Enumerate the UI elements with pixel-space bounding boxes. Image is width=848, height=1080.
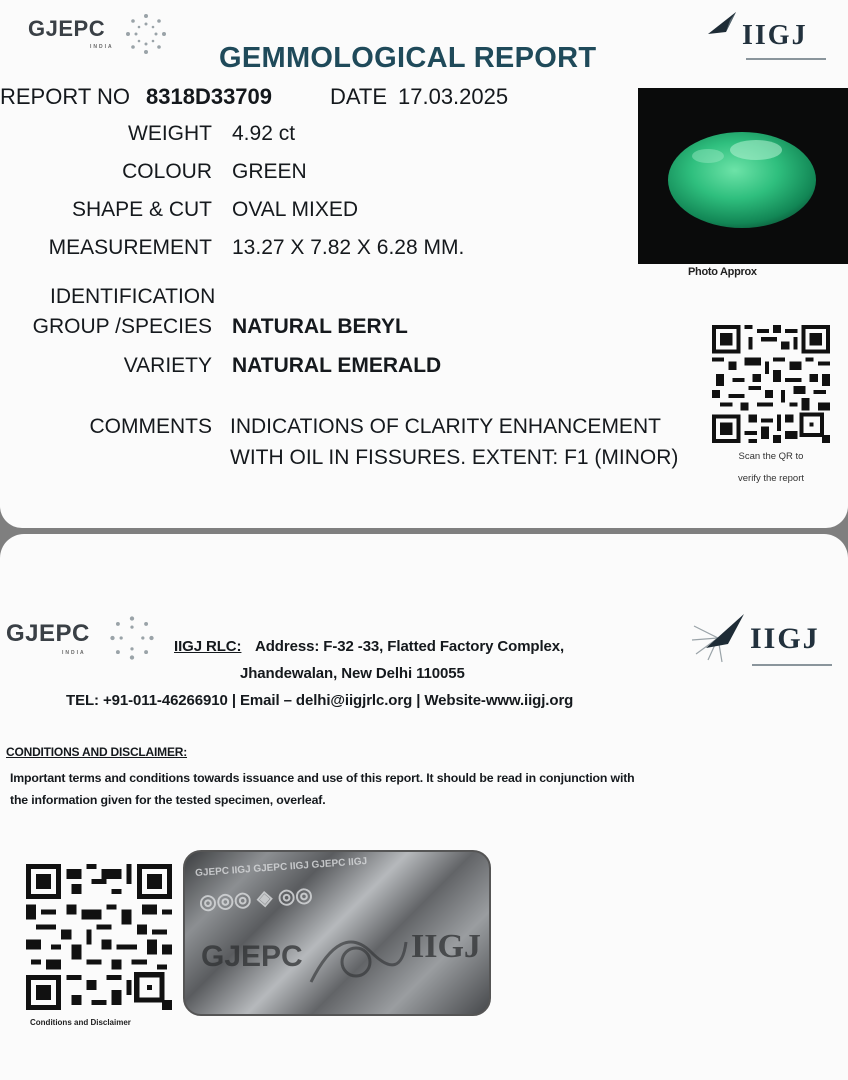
report-front-card [0, 0, 848, 528]
conditions-qr-code[interactable] [26, 864, 172, 1010]
gem-photo [638, 88, 848, 264]
iigj-back-logo-text: IIGJ [750, 622, 820, 655]
address-label: IIGJ RLC: [174, 638, 242, 655]
weight-value: 4.92 ct [232, 122, 296, 145]
gjepc-logo-back-text: GJEPC [6, 620, 90, 647]
variety-label: VARIETY [123, 354, 212, 377]
measurement-value: 13.27 X 7.82 X 6.28 MM. [232, 236, 465, 259]
iigj-logo [706, 8, 836, 68]
gjepc-logo-back [6, 620, 90, 656]
iigj-logo-back [688, 608, 838, 674]
address-line-2: Jhandewalan, New Delhi 110055 [240, 665, 465, 682]
species-label: GROUP /SPECIES [32, 315, 212, 338]
hologram-pattern: GJEPC IIGJ GJEPC IIGJ GJEPC IIGJ [194, 856, 368, 879]
security-hologram [183, 850, 491, 1016]
species-value: NATURAL BERYL [232, 315, 408, 338]
shape-cut-label: SHAPE & CUT [71, 198, 212, 221]
qr-caption-line-1: Scan the QR to [738, 451, 804, 462]
measurement-label: MEASUREMENT [48, 236, 212, 259]
iigj-logo-text: IIGJ [742, 20, 808, 51]
comments-label: COMMENTS [89, 415, 212, 438]
gjepc-back-burst-icon [106, 612, 158, 664]
gjepc-logo [28, 16, 114, 50]
weight-label: WEIGHT [128, 122, 212, 145]
iigj-underline [746, 58, 826, 60]
hologram-gjepc-mark: GJEPC [201, 940, 303, 973]
report-no-value: 8318D33709 [146, 84, 273, 109]
gjepc-burst-icon [122, 10, 170, 58]
gjepc-logo-text: GJEPC [28, 16, 106, 41]
hologram-iigj-mark: IIGJ [411, 928, 481, 965]
hologram-pattern: ◎◎◎ ◈ ◎◎ [198, 884, 314, 914]
qr-caption-line-2: verify the report [738, 473, 804, 484]
date-value: 17.03.2025 [398, 84, 509, 109]
photo-caption: Photo Approx [688, 266, 757, 278]
date-label: DATE [330, 84, 388, 109]
conditions-qr-caption: Conditions and Disclaimer [30, 1018, 131, 1027]
colour-value: GREEN [232, 160, 307, 183]
iigj-arrow-icon [706, 8, 740, 38]
iigj-back-underline [752, 664, 832, 666]
conditions-text [10, 767, 830, 811]
address-line-1: Address: F-32 -33, Flatted Factory Complex, [255, 638, 565, 655]
colour-label: COLOUR [122, 160, 212, 183]
iigj-back-arrow-icon [688, 608, 748, 664]
contact-line: TEL: +91-011-46266910 | Email – delhi@iigjrlc.org | Website-www.iigj.org [66, 692, 574, 709]
conditions-line-2: the information given for the tested specimen, overleaf. [10, 793, 326, 807]
identification-label: IDENTIFICATION [50, 285, 216, 308]
emerald-image [638, 88, 848, 264]
conditions-line-1: Important terms and conditions towards issuance and use of this report. It should be read in conjunction with [10, 771, 635, 785]
verify-qr-code[interactable] [712, 325, 830, 443]
gjepc-logo-back-subtext: INDIA [62, 650, 86, 656]
gjepc-logo-subtext: INDIA [90, 44, 114, 50]
report-title: GEMMOLOGICAL REPORT [219, 42, 597, 74]
hologram-swirl-icon [301, 912, 411, 1002]
comments-line-1: INDICATIONS OF CLARITY ENHANCEMENT [230, 415, 661, 438]
conditions-heading: CONDITIONS AND DISCLAIMER: [6, 745, 188, 759]
variety-value: NATURAL EMERALD [232, 354, 442, 377]
report-no-label: REPORT NO [0, 84, 130, 109]
qr-caption [708, 446, 834, 490]
shape-cut-value: OVAL MIXED [232, 198, 359, 221]
comments-line-2: WITH OIL IN FISSURES. EXTENT: F1 (MINOR) [230, 446, 679, 469]
